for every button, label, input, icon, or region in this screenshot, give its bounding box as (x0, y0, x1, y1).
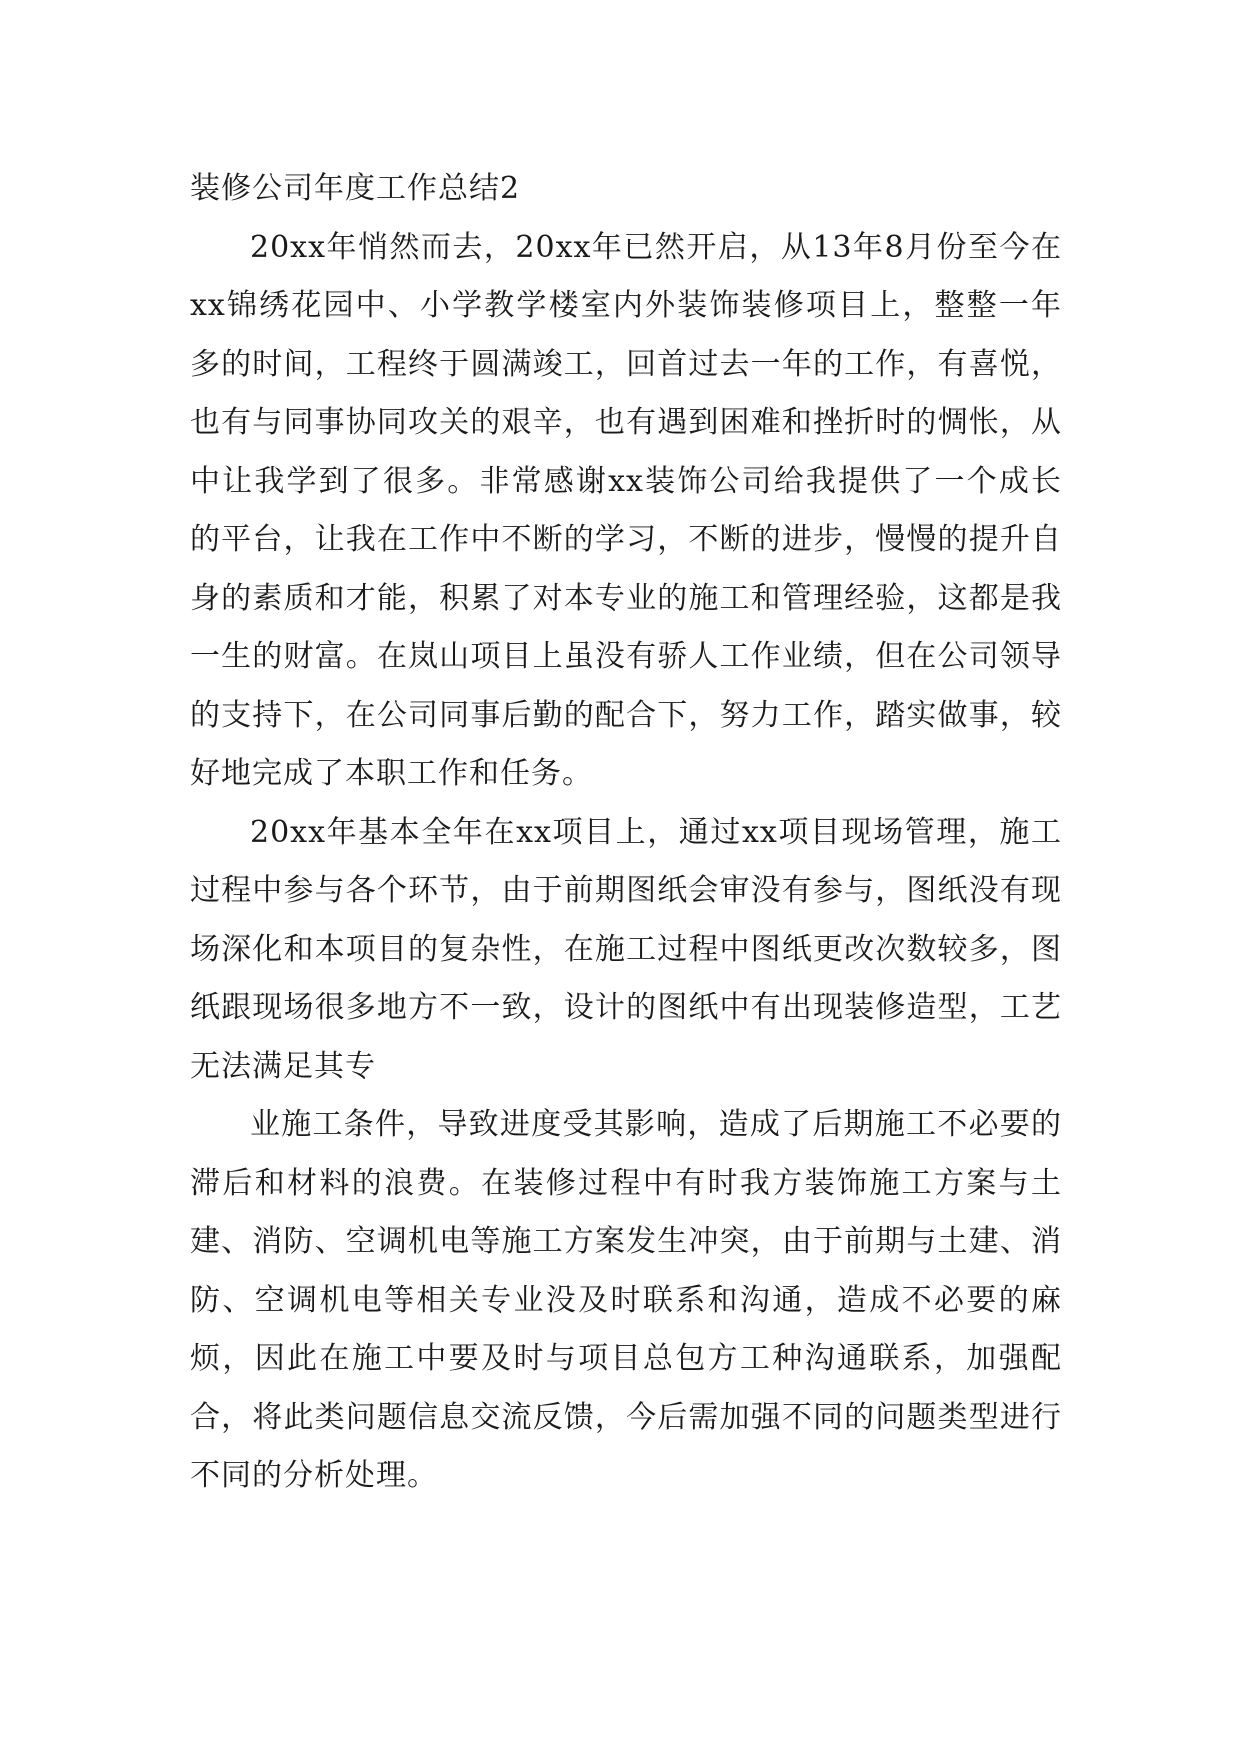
paragraph-2: 20xx年基本全年在xx项目上，通过xx项目现场管理，施工过程中参与各个环节，由于前期图纸会审没有参与，图纸没有现场深化和本项目的复杂性，在施工过程中图纸更改次数较多，图纸跟现场很多地方不一致，设计的图纸中有出现装修造型，工艺无法满足其专 (190, 814, 1062, 1084)
paragraph-1: 20xx年悄然而去，20xx年已然开启，从13年8月份至今在xx锦绣花园中、小学教学楼室内外装饰装修项目上，整整一年多的时间，工程终于圆满竣工，回首过去一年的工作，有喜悦，也有与同事协同攻关的艰辛，也有遇到困难和挫折时的惆怅，从中让我学到了很多。非常感谢xx装饰公司给我提供了一个成长的平台，让我在工作中不断的学习，不断的进步，慢慢的提升自身的素质和才能，积累了对本专业的施工和管理经验，这都是我一生的财富。在岚山项目上虽没有骄人工作业绩，但在公司领导的支持下，在公司同事后勤的配合下，努力工作，踏实做事，较好地完成了本职工作和任务。 (190, 229, 1062, 791)
document-page (190, 160, 1062, 1506)
paragraph-3: 业施工条件，导致进度受其影响，造成了后期施工不必要的滞后和材料的浪费。在装修过程中有时我方装饰施工方案与土建、消防、空调机电等施工方案发生冲突，由于前期与土建、消防、空调机电等相关专业没及时联系和沟通，造成不必要的麻烦，因此在施工中要及时与项目总包方工种沟通联系，加强配合，将此类问题信息交流反馈，今后需加强不同的问题类型进行不同的分析处理。 (190, 1107, 1062, 1493)
document-title: 装修公司年度工作总结2 (190, 171, 521, 206)
